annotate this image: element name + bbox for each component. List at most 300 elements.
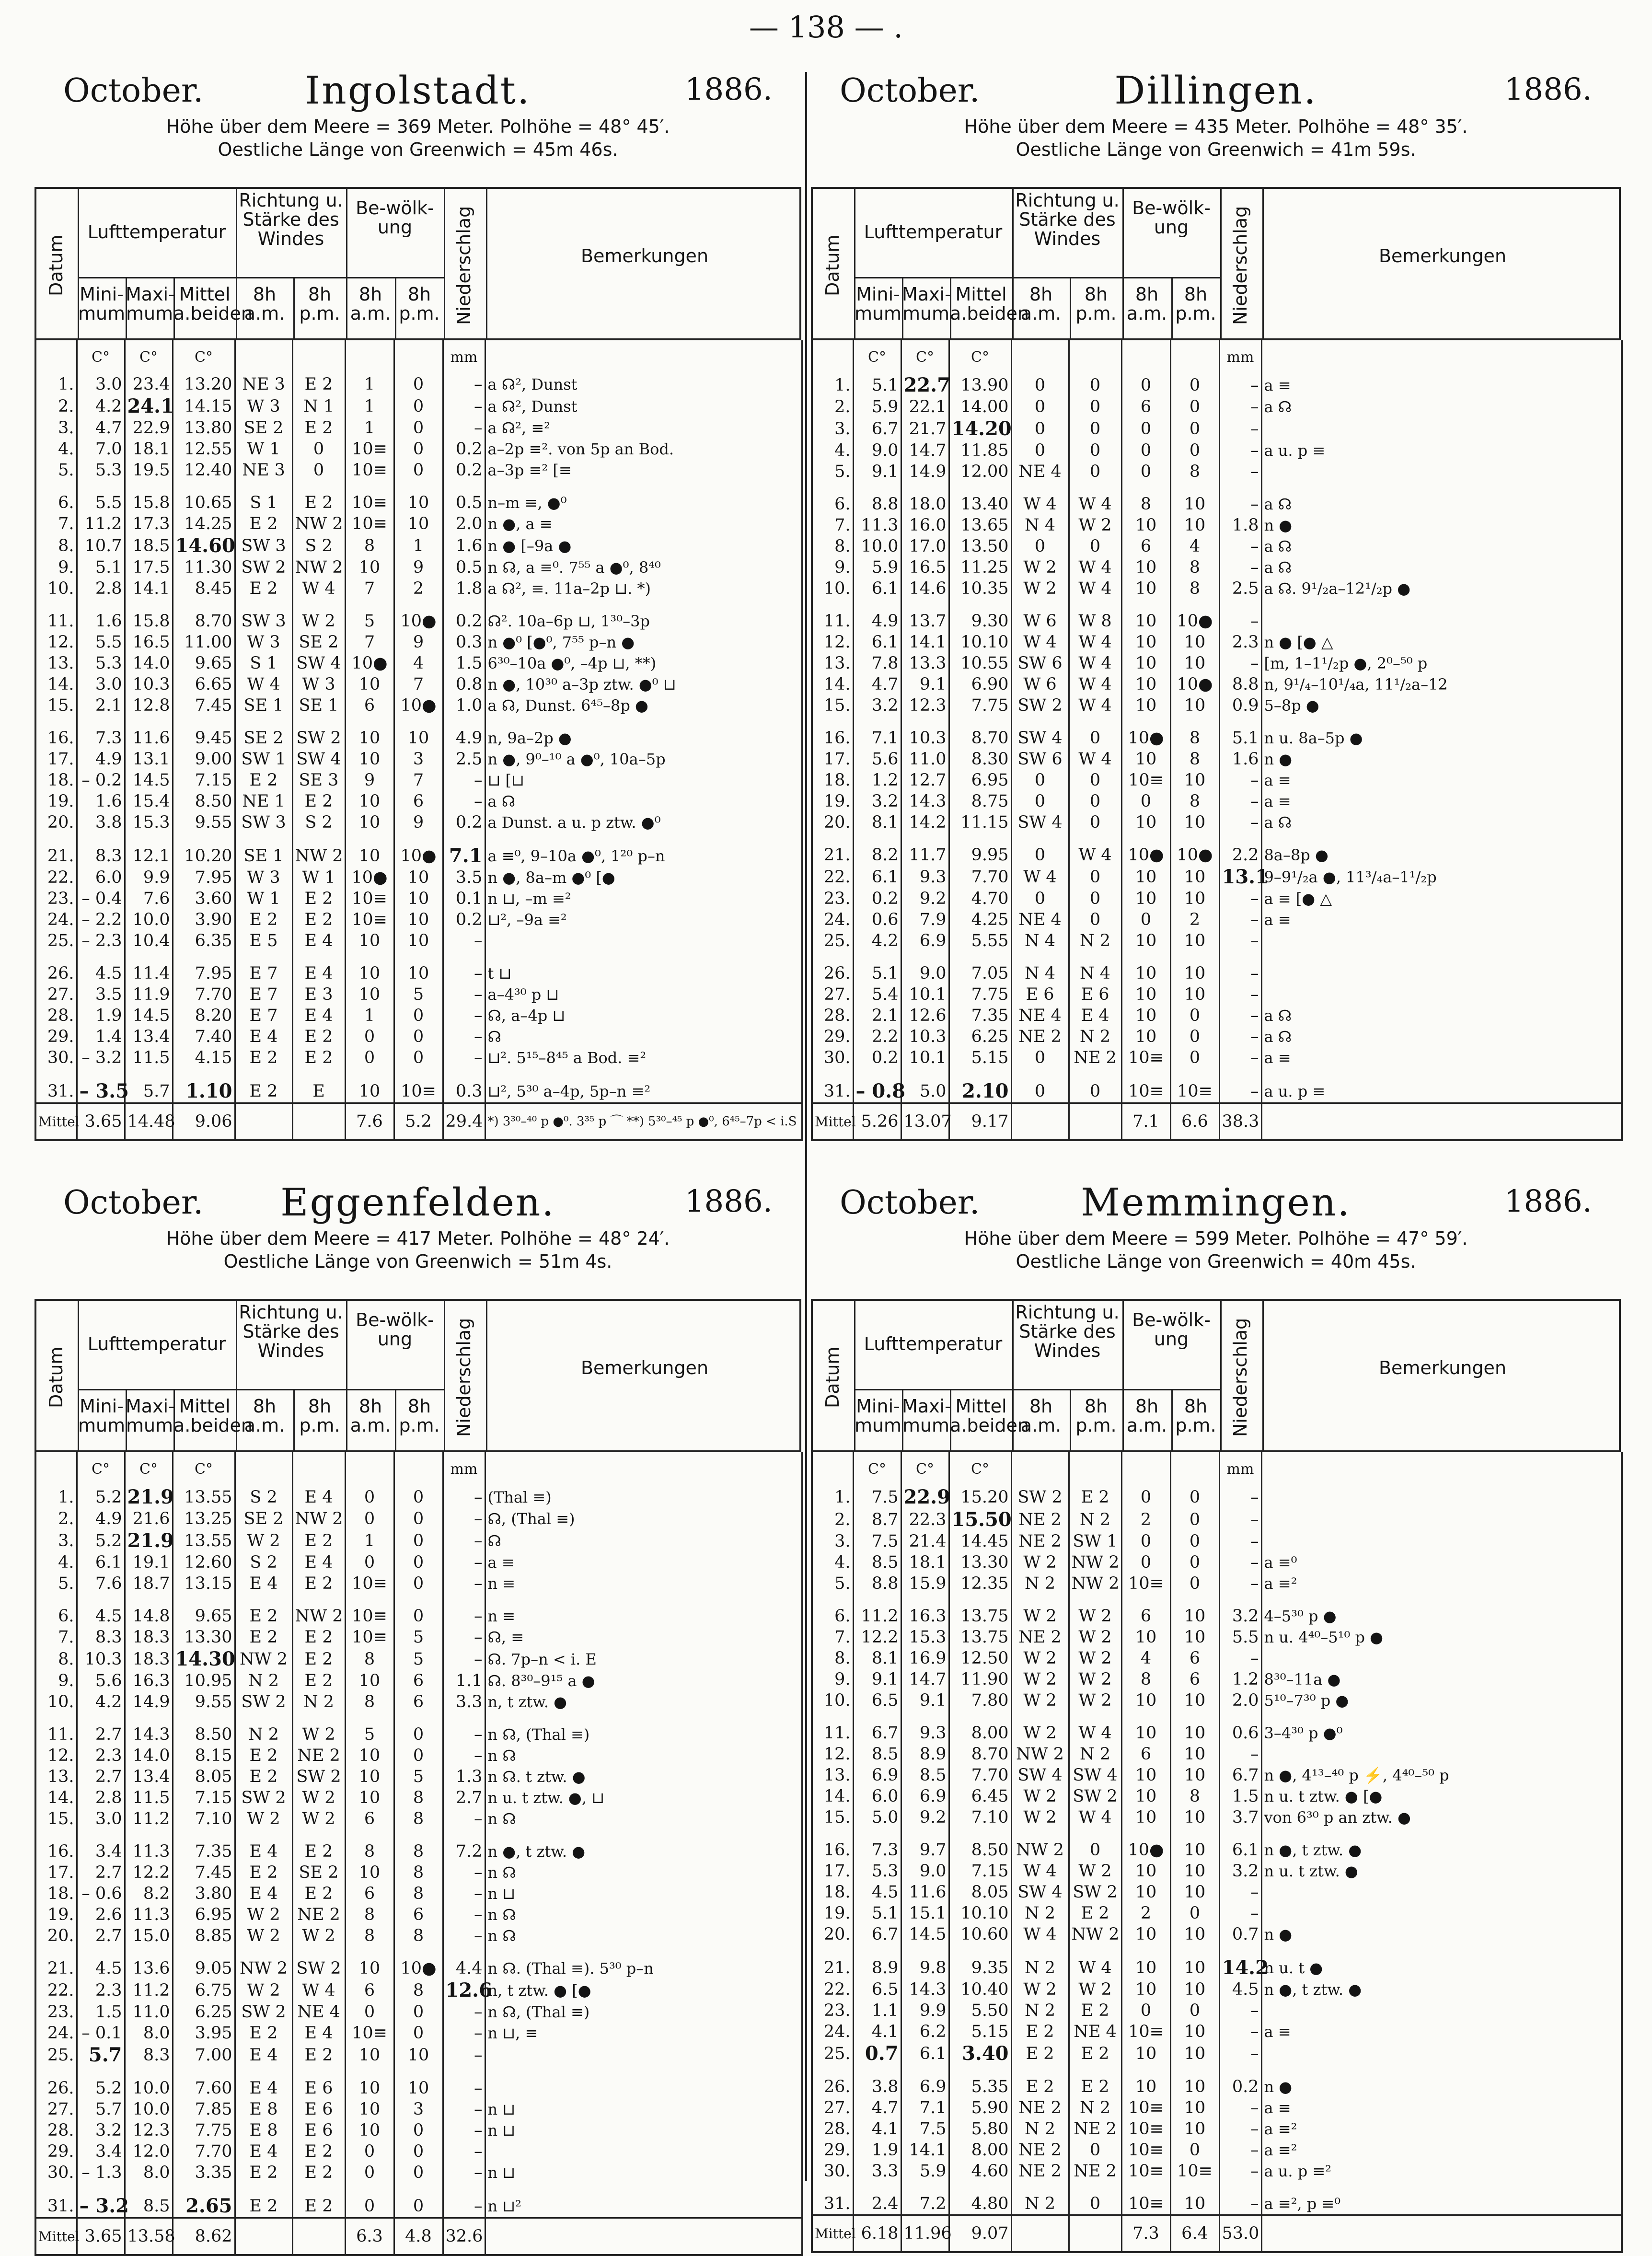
- temp-max-cell: 19.5: [125, 460, 173, 481]
- temp-max-cell: 9.0: [901, 963, 949, 984]
- temp-max-cell: 9.0: [901, 1861, 949, 1882]
- cloud-8am-cell: 10: [1121, 888, 1170, 909]
- group-spacer: [812, 716, 1622, 728]
- table-row: [35, 2195, 802, 2218]
- unit-cell: mm: [1219, 1452, 1261, 1486]
- cloud-8pm-cell: 0: [1170, 1047, 1219, 1068]
- spacer-cell: [1069, 2065, 1121, 2076]
- cloud-8pm-mean: 4.8: [394, 2218, 443, 2256]
- spacer-cell: [235, 2183, 292, 2195]
- cloud-8pm-cell: 0: [394, 374, 443, 395]
- remark-cell: n ●⁰ [●⁰, 7⁵⁵ p–n ●: [485, 632, 802, 653]
- column-header: [811, 187, 1621, 340]
- temp-max-cell: 11.5: [125, 1787, 173, 1808]
- spacer-cell: [1069, 1711, 1121, 1723]
- temp-min-cell: 11.2: [853, 1606, 901, 1627]
- remark-cell: a ≡², p ≡⁰: [1261, 2193, 1622, 2215]
- remark-cell: von 6³⁰ p an ztw. ●: [1261, 1807, 1622, 1828]
- table-row: [812, 653, 1622, 674]
- unit-cell: [1261, 340, 1622, 374]
- temp-mean-cell: 13.25: [173, 1508, 235, 1529]
- precip-cell: 0.5: [443, 557, 485, 578]
- spacer-cell: [292, 1712, 345, 1724]
- temp-min-cell: 12.2: [853, 1627, 901, 1648]
- cloud-8pm-cell: 10: [1170, 2021, 1219, 2042]
- temp-min-cell: 0.7: [853, 2042, 901, 2065]
- spacer-cell: [1170, 482, 1219, 494]
- precip-cell: 4.5: [1219, 1979, 1261, 2000]
- temp-mean-cell: 8.85: [173, 1925, 235, 1946]
- spacer-cell: [1261, 2065, 1622, 2076]
- date-cell: 27.: [823, 2098, 851, 2117]
- wind-8pm-cell: E 2: [292, 909, 345, 930]
- spacer-cell: [77, 833, 125, 845]
- spacer-cell: [1121, 1711, 1170, 1723]
- remark-cell: a ☊², ≡²: [485, 417, 802, 439]
- temp-max-cell: 18.3: [125, 1648, 173, 1670]
- cloud-8am-cell: 5: [345, 611, 394, 632]
- spacer-cell: [1069, 2182, 1121, 2193]
- wind-8pm-cell: NW 2: [292, 845, 345, 867]
- date-cell: 10.: [823, 579, 851, 598]
- table-row: [812, 2140, 1622, 2161]
- precip-cell: –: [443, 395, 485, 417]
- spacer-cell: [394, 833, 443, 845]
- precip-cell: –: [443, 984, 485, 1005]
- remark-mean: *) 3³⁰–⁴⁰ p ●⁰. 3³⁵ p ⌒ **) 5³⁰–⁴⁵ p ●⁰, 6⁴⁵–7p < i.S: [485, 1103, 802, 1141]
- spacer-cell: [485, 2066, 802, 2078]
- spacer-cell: [901, 1594, 949, 1606]
- cloud-8pm-cell: 6: [1170, 1648, 1219, 1669]
- wind-8am-cell: NE 3: [235, 374, 292, 395]
- station-name: Eggenfelden.: [280, 1180, 555, 1225]
- temp-min-cell: – 0.8: [853, 1080, 901, 1103]
- header-maximum: Maxi-mum: [126, 1396, 175, 1436]
- wind-8pm-cell: 0: [1069, 417, 1121, 440]
- cloud-8pm-cell: 10: [1170, 963, 1219, 984]
- remark-cell: [1261, 1882, 1622, 1903]
- remark-cell: n ● [● △: [1261, 632, 1622, 653]
- precip-cell: 2.2: [1219, 845, 1261, 866]
- temp-min-cell: 1.9: [853, 2140, 901, 2161]
- unit-cell: C°: [949, 340, 1011, 374]
- remark-cell: n–m ≡, ●⁰: [485, 492, 802, 513]
- table-row: [812, 728, 1622, 749]
- cloud-8am-cell: 0: [1121, 1531, 1170, 1552]
- precip-cell: 5.5: [1219, 1627, 1261, 1648]
- precip-cell: 0.1: [443, 888, 485, 909]
- unit-cell: [345, 1452, 394, 1486]
- precip-cell: 3.2: [1219, 1861, 1261, 1882]
- temp-max-cell: 18.1: [901, 1552, 949, 1573]
- group-spacer: [35, 1946, 802, 1958]
- date-cell: 20.: [823, 813, 851, 832]
- cloud-8pm-cell: 0: [1170, 1903, 1219, 1924]
- wind-8pm-cell: E 4: [292, 930, 345, 951]
- spacer-cell: [125, 599, 173, 611]
- wind-8am-cell: E 4: [235, 1026, 292, 1047]
- header-bew-8am: 8h a.m.: [350, 284, 391, 324]
- spacer-cell: [1069, 1594, 1121, 1606]
- temp-max-cell: 9.8: [901, 1956, 949, 1979]
- date-cell: 23.: [47, 889, 74, 908]
- temp-max-cell: 13.3: [901, 653, 949, 674]
- cloud-8am-cell: 10: [1121, 1026, 1170, 1047]
- spacer-cell: [812, 1594, 853, 1606]
- cloud-8am-cell: 0: [345, 2141, 394, 2162]
- spacer-cell: [443, 1829, 485, 1841]
- temp-min-cell: – 0.4: [77, 888, 125, 909]
- temp-max-cell: 12.0: [125, 2141, 173, 2162]
- remark-cell: n ●, t ztw. ●: [1261, 1840, 1622, 1861]
- temp-min-cell: 5.4: [853, 984, 901, 1005]
- spacer-cell: [1121, 951, 1170, 963]
- wind-8am-cell: W 2: [1011, 1669, 1069, 1690]
- date-cell: 9.: [834, 1670, 851, 1689]
- temp-min-cell: 10.3: [77, 1648, 125, 1670]
- wind-8pm-mean: [292, 1103, 345, 1141]
- temp-max-cell: 14.1: [901, 2140, 949, 2161]
- temp-mean-cell: 13.50: [949, 536, 1011, 557]
- table-row: [35, 1745, 802, 1766]
- precip-cell: 3.7: [1219, 1807, 1261, 1828]
- remark-cell: ☊: [485, 1026, 802, 1047]
- precip-cell: –: [1219, 930, 1261, 951]
- wind-8am-cell: E 2: [235, 770, 292, 791]
- cloud-8pm-cell: 10: [394, 2078, 443, 2099]
- spacer-cell: [1261, 1068, 1622, 1080]
- temp-min-cell: 5.6: [853, 749, 901, 770]
- cloud-8pm-cell: 0: [1170, 1026, 1219, 1047]
- unit-cell: C°: [125, 1452, 173, 1486]
- spacer-cell: [173, 2066, 235, 2078]
- date-cell: 19.: [823, 792, 851, 811]
- precip-cell: 12.6: [443, 1979, 485, 2001]
- cloud-8am-cell: 10≡: [345, 1573, 394, 1594]
- temp-min-cell: 4.5: [77, 1958, 125, 1979]
- temp-max-mean: 14.48: [125, 1103, 173, 1141]
- wind-8am-cell: 0: [1011, 1047, 1069, 1068]
- cloud-8am-cell: 10≡: [1121, 2161, 1170, 2182]
- spacer-cell: [77, 1829, 125, 1841]
- cloud-8pm-cell: 0: [1170, 396, 1219, 417]
- wind-8pm-cell: W 2: [1069, 1648, 1121, 1669]
- temp-mean-cell: 2.65: [173, 2195, 235, 2218]
- temp-mean-cell: 10.10: [949, 1903, 1011, 1924]
- precip-cell: –: [1219, 812, 1261, 833]
- temp-min-cell: 2.8: [77, 578, 125, 599]
- table-row: [812, 1486, 1622, 1508]
- cloud-8pm-cell: 1: [394, 534, 443, 557]
- temp-min-cell: 7.3: [77, 728, 125, 749]
- cloud-8pm-cell: 0: [394, 1606, 443, 1627]
- group-spacer: [812, 2182, 1622, 2193]
- remark-cell: a ≡: [1261, 791, 1622, 812]
- spacer-cell: [35, 2066, 77, 2078]
- date-cell: 18.: [47, 1884, 74, 1903]
- spacer-cell: [173, 833, 235, 845]
- wind-8pm-cell: 0: [1069, 440, 1121, 461]
- spacer-cell: [485, 2183, 802, 2195]
- remark-cell: a ≡: [1261, 2097, 1622, 2118]
- cloud-8pm-cell: 0: [1170, 1573, 1219, 1594]
- temp-mean-cell: 7.70: [949, 1765, 1011, 1786]
- temp-max-cell: 11.3: [125, 1904, 173, 1925]
- precip-cell: –: [443, 2195, 485, 2218]
- group-spacer: [35, 599, 802, 611]
- temp-max-cell: 14.9: [901, 461, 949, 482]
- spacer-cell: [77, 2066, 125, 2078]
- cloud-8am-cell: 10≡: [1121, 1080, 1170, 1103]
- cloud-8pm-cell: 10: [1170, 1924, 1219, 1945]
- cloud-8am-cell: 10: [345, 930, 394, 951]
- temp-mean-cell: 7.85: [173, 2099, 235, 2120]
- column-header: [811, 1299, 1621, 1452]
- wind-8pm-cell: E 2: [292, 417, 345, 439]
- precip-cell: –: [443, 1862, 485, 1883]
- cloud-8am-cell: 10: [1121, 866, 1170, 888]
- spacer-cell: [1261, 951, 1622, 963]
- temp-min-cell: 2.6: [77, 1904, 125, 1925]
- cloud-8am-cell: 6: [345, 1979, 394, 2001]
- table-row: [812, 1648, 1622, 1669]
- precip-mean: 32.6: [443, 2218, 485, 2256]
- spacer-cell: [949, 1068, 1011, 1080]
- page-divider: [805, 72, 807, 2181]
- date-cell: 12.: [823, 633, 851, 652]
- date-cell: 15.: [47, 696, 74, 715]
- unit-cell: [1170, 1452, 1219, 1486]
- temp-mean-cell: 9.05: [173, 1958, 235, 1979]
- temp-mean-cell: 6.90: [949, 674, 1011, 695]
- wind-8pm-cell: E 4: [292, 1552, 345, 1573]
- temp-max-mean: 11.96: [901, 2215, 949, 2253]
- precip-cell: –: [1219, 1508, 1261, 1531]
- remark-cell: n ☊: [485, 1808, 802, 1829]
- temp-min-cell: 0.2: [853, 888, 901, 909]
- spacer-cell: [485, 1068, 802, 1080]
- temp-max-cell: 14.0: [125, 1745, 173, 1766]
- wind-8am-cell: SW 4: [1011, 812, 1069, 833]
- temp-max-cell: 16.3: [901, 1606, 949, 1627]
- unit-cell: [235, 1452, 292, 1486]
- precip-cell: –: [1219, 557, 1261, 578]
- temp-max-cell: 5.7: [125, 1080, 173, 1103]
- temp-min-cell: 4.2: [77, 395, 125, 417]
- wind-8am-cell: W 2: [1011, 1648, 1069, 1669]
- wind-8pm-cell: SE 1: [292, 695, 345, 716]
- wind-8pm-cell: E 6: [292, 2078, 345, 2099]
- cloud-8pm-cell: 10: [394, 513, 443, 534]
- table-row: [35, 1883, 802, 1904]
- wind-8pm-cell: E 4: [1069, 1005, 1121, 1026]
- header-maximum: Maxi-mum: [126, 284, 175, 324]
- remark-cell: ☊². 10a–6p ⊔, 1³⁰–3p: [485, 611, 802, 632]
- group-spacer: [35, 1712, 802, 1724]
- remark-cell: n ●: [1261, 2076, 1622, 2097]
- spacer-cell: [235, 716, 292, 728]
- cloud-8pm-cell: 0: [1170, 1552, 1219, 1573]
- date-cell: 4.: [58, 1553, 74, 1572]
- unit-cell: [1170, 340, 1219, 374]
- cloud-8am-cell: 0: [1121, 440, 1170, 461]
- temp-min-cell: 2.3: [77, 1979, 125, 2001]
- temp-max-cell: 13.7: [901, 611, 949, 632]
- cloud-8am-cell: 6: [345, 695, 394, 716]
- remark-cell: [1261, 461, 1622, 482]
- spacer-cell: [345, 599, 394, 611]
- temp-mean-cell: 7.60: [173, 2078, 235, 2099]
- group-spacer: [35, 951, 802, 963]
- date-cell: 14.: [823, 675, 851, 694]
- cloud-8am-cell: 6: [1121, 1744, 1170, 1765]
- cloud-8pm-cell: 3: [394, 749, 443, 770]
- cloud-8pm-cell: 9: [394, 557, 443, 578]
- temp-mean-cell: 4.70: [949, 888, 1011, 909]
- cloud-8am-cell: 1: [345, 1005, 394, 1026]
- table-row: [812, 1627, 1622, 1648]
- cloud-8pm-cell: 6: [394, 1904, 443, 1925]
- temp-max-cell: 13.6: [125, 1958, 173, 1979]
- spacer-cell: [125, 1946, 173, 1958]
- date-cell: 25.: [47, 2045, 74, 2065]
- data-table: [811, 1452, 1623, 2253]
- wind-8am-cell: E 4: [235, 2044, 292, 2066]
- temp-mean-cell: 3.90: [173, 909, 235, 930]
- spacer-cell: [1011, 482, 1069, 494]
- temp-max-cell: 18.3: [125, 1627, 173, 1648]
- table-row: [35, 749, 802, 770]
- cloud-8pm-cell: 10: [1170, 1627, 1219, 1648]
- date-cell: 21.: [823, 1958, 851, 1978]
- spacer-cell: [812, 1068, 853, 1080]
- remark-cell: ⊔², 5³⁰ a–4p, 5p–n ≡²: [485, 1080, 802, 1103]
- wind-8am-cell: 0: [1011, 888, 1069, 909]
- temp-min-cell: 8.8: [853, 494, 901, 515]
- spacer-cell: [812, 482, 853, 494]
- spacer-cell: [77, 1946, 125, 1958]
- month-label: October.: [63, 1184, 204, 1222]
- spacer-cell: [812, 716, 853, 728]
- cloud-8am-cell: 10: [1121, 1786, 1170, 1807]
- temp-min-cell: 3.0: [77, 674, 125, 695]
- wind-8pm-cell: 0: [1069, 791, 1121, 812]
- spacer-cell: [35, 716, 77, 728]
- cloud-8am-cell: 10●: [345, 653, 394, 674]
- precip-cell: 1.0: [443, 695, 485, 716]
- temp-min-cell: 5.3: [77, 460, 125, 481]
- spacer-cell: [292, 481, 345, 492]
- cloud-8pm-cell: 0: [1170, 1531, 1219, 1552]
- wind-8pm-cell: W 2: [1069, 1669, 1121, 1690]
- temp-min-cell: 8.7: [853, 1508, 901, 1531]
- cloud-8am-cell: 10: [345, 728, 394, 749]
- unit-cell: [235, 340, 292, 374]
- date-cell: 19.: [47, 1905, 74, 1924]
- temp-max-cell: 22.9: [901, 1486, 949, 1508]
- spacer-cell: [292, 599, 345, 611]
- precip-cell: 7.1: [443, 845, 485, 867]
- temp-min-cell: 6.1: [853, 866, 901, 888]
- remark-cell: 3–4³⁰ p ●⁰: [1261, 1723, 1622, 1744]
- spacer-cell: [812, 1945, 853, 1956]
- group-spacer: [35, 716, 802, 728]
- date-cell: 30.: [47, 1048, 74, 1067]
- remark-cell: n, t ztw. ●: [485, 1691, 802, 1712]
- cloud-8pm-cell: 8: [1170, 461, 1219, 482]
- header-bew-8am: 8h a.m.: [1126, 1396, 1167, 1436]
- precip-cell: 1.6: [1219, 749, 1261, 770]
- temp-max-cell: 16.5: [125, 632, 173, 653]
- spacer-cell: [901, 2065, 949, 2076]
- wind-8am-cell: W 4: [1011, 866, 1069, 888]
- temp-mean-cell: 11.15: [949, 812, 1011, 833]
- precip-cell: –: [1219, 461, 1261, 482]
- header-wind-8pm: 8h p.m.: [1075, 284, 1117, 324]
- cloud-8pm-cell: 5: [394, 1648, 443, 1670]
- spacer-cell: [292, 1068, 345, 1080]
- cloud-8am-cell: 10: [1121, 1690, 1170, 1711]
- cloud-8am-cell: 10: [1121, 963, 1170, 984]
- wind-8am-cell: W 2: [1011, 1723, 1069, 1744]
- group-spacer: [812, 1068, 1622, 1080]
- header-datum: Datum: [822, 234, 843, 297]
- header-niederschlag: Niederschlag: [1230, 206, 1251, 325]
- temp-max-cell: 14.5: [125, 770, 173, 791]
- cloud-8am-cell: 8: [345, 1841, 394, 1862]
- date-cell: 11.: [823, 1724, 851, 1743]
- temp-min-cell: 4.5: [77, 1606, 125, 1627]
- spacer-cell: [949, 599, 1011, 611]
- wind-8am-cell: W 4: [1011, 632, 1069, 653]
- temp-mean-cell: 10.10: [949, 632, 1011, 653]
- wind-8am-cell: 0: [1011, 417, 1069, 440]
- temp-min-cell: 5.2: [77, 1529, 125, 1552]
- date-cell: 2.: [58, 1509, 74, 1528]
- temp-mean-cell: 6.95: [949, 770, 1011, 791]
- date-cell: 6.: [58, 493, 74, 512]
- temp-min-cell: 9.0: [853, 440, 901, 461]
- temp-min-cell: 1.1: [853, 2000, 901, 2021]
- wind-8pm-cell: E 2: [292, 1670, 345, 1691]
- spacer-cell: [77, 1712, 125, 1724]
- table-row: [35, 1670, 802, 1691]
- temp-max-cell: 10.4: [125, 930, 173, 951]
- date-cell: 16.: [47, 729, 74, 748]
- cloud-8am-mean: 7.3: [1121, 2215, 1170, 2253]
- unit-cell: [1011, 1452, 1069, 1486]
- temp-max-cell: 22.1: [901, 396, 949, 417]
- cloud-8am-cell: 10≡: [1121, 2021, 1170, 2042]
- remark-cell: n ⊔²: [485, 2195, 802, 2218]
- date-cell: 8.: [58, 1649, 74, 1669]
- temp-mean-cell: 8.00: [949, 2140, 1011, 2161]
- wind-8pm-cell: SW 1: [1069, 1531, 1121, 1552]
- temp-min-cell: – 3.2: [77, 2195, 125, 2218]
- spacer-cell: [235, 1594, 292, 1606]
- header-bew-8am: 8h a.m.: [350, 1396, 391, 1436]
- precip-cell: –: [1219, 2097, 1261, 2118]
- header-mittel: Mittel a.beiden: [173, 284, 253, 324]
- table-row: [35, 395, 802, 417]
- spacer-cell: [1219, 1828, 1261, 1840]
- date-cell: 30.: [823, 2162, 851, 2181]
- unit-cell: [485, 1452, 802, 1486]
- cloud-8am-cell: 0: [345, 1552, 394, 1573]
- cloud-8am-cell: 6: [345, 1883, 394, 1904]
- remark-cell: 5¹⁰–7³⁰ p ●: [1261, 1690, 1622, 1711]
- station-header: [811, 68, 1621, 187]
